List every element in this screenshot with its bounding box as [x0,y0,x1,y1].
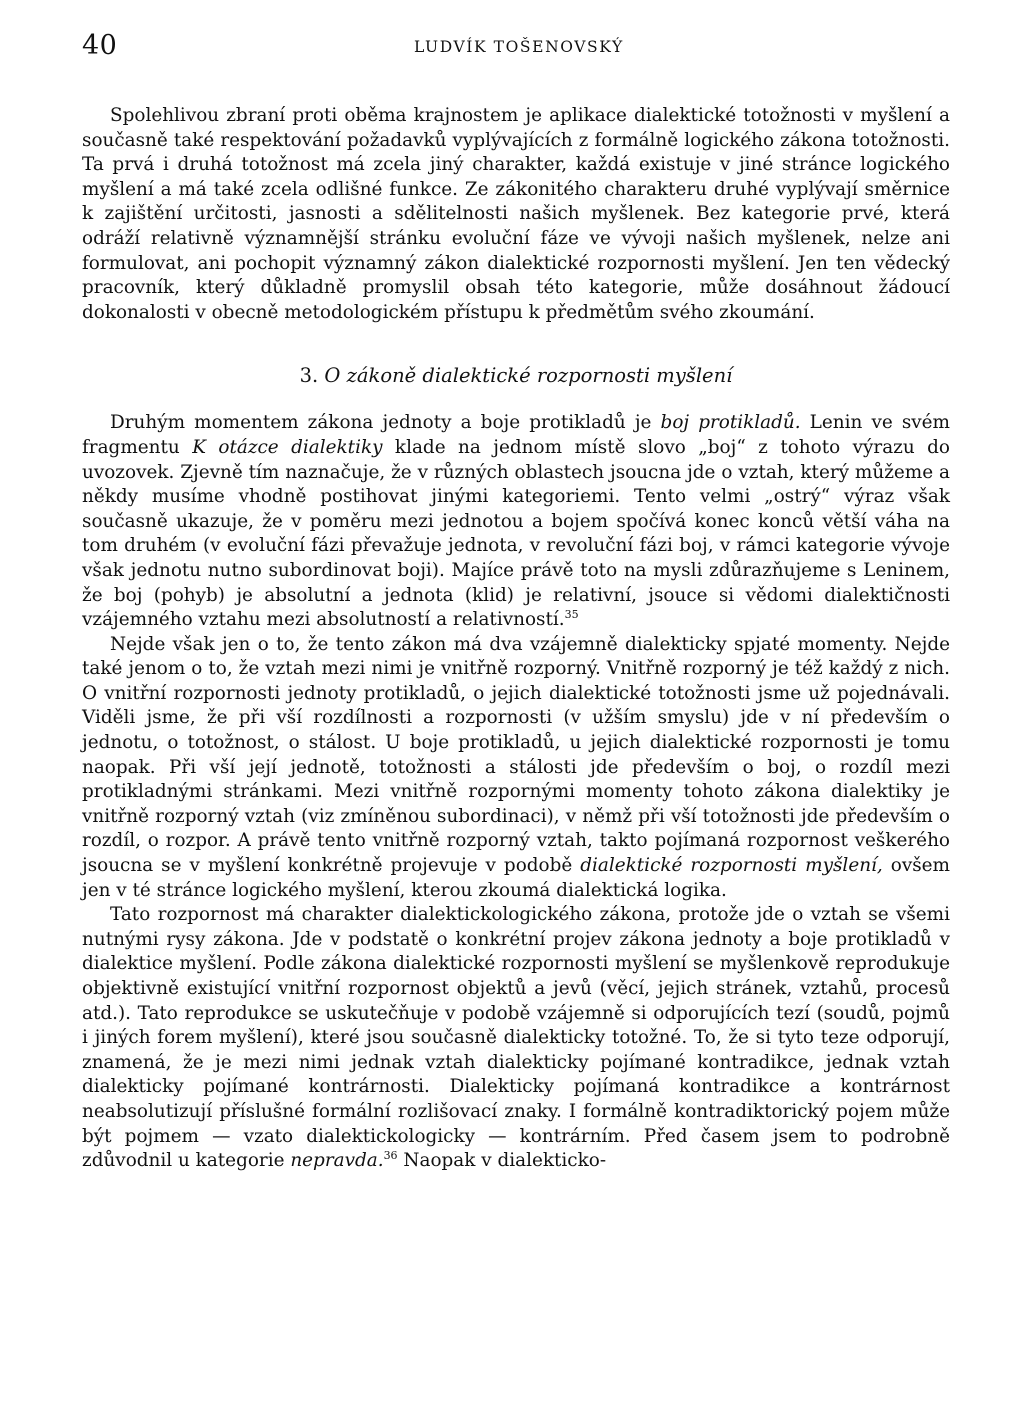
paragraph-2-text-a: Druhým momentem zákona jednoty a boje protikladů je [110,412,661,434]
paragraph-4-text-a: Tato rozpornost má charakter dialektickologického zákona, protože jde o vztah se všemi nutnými rysy zákona. Jde v podstatě o konkrétní projev zákona jednoty a boje protikladů v dialektice myšlení. Podle zákona dialektické rozpornosti myšlení se myšlenkově reprodukuje objektivně existující vnitřní rozpornost objektů a jevů (věcí, jejich stránek, vztahů, procesů atd.). Tato reprodukce se uskutečňuje v podobě vzájemně si odporujících tezí (soudů, pojmů i jiných forem myšlení), které jsou současně dialekticky totožné. To, že si tyto teze odporují, znamená, že je mezi nimi jednak vztah dialekticky pojímané kontradikce, jednak vztah dialekticky pojímané kontrárnosti. Dialekticky pojímaná kontradikce a kontrárnost neabsolutizují příslušné formální rozlišovací znaky. I formálně kontradiktorický pojem může být pojmem — vzato dialektickologicky — kontrárním. Před časem jsem to podrobně zdůvodnil u kategorie [82,904,950,1172]
paragraph-2-emphasis-boj: boj protikladů. [660,412,801,434]
paragraph-2-text-e: klade na jednom místě slovo „boj“ z tohoto výrazu do uvozovek. Zjevně tím naznačuje, že v různých oblastech jsoucna jde o vztah, který můžeme a někdy musíme vhodně postihovat jinými kategoriemi. Tento velmi „ostrý“ výraz však současně ukazuje, že v poměru mezi jednotou a bojem spočívá konec konců větší váha na tom druhém (v evoluční fázi převažuje jednota, v revoluční fázi boj, v rámci kategorie vývoje však jednotu nutno subordinovat boji). Majíce právě toto na mysli zdůrazňujeme s Leninem, že boj (pohyb) je absolutní a jednota (klid) je relativní, jsouce si vědomi dialektičnosti vzájemného vztahu mezi absolutností a relativností. [82,436,950,631]
section-heading [82,363,950,389]
paragraph-2-text-c: Lenin ve svém fragmentu [82,412,950,458]
paragraph-4-emphasis-nepravda: nepravda. [290,1150,384,1172]
footnote-ref-36: 36 [383,1149,398,1163]
paragraph-1: Spolehlivou zbraní proti oběma krajnostem je aplikace dialektické totožnosti v myšlení a současně také respektování požadavků vyplývajících z formálně logického zákona totožnosti. Ta prvá i druhá totožnost má zcela jiný charakter, každá existuje v jiné stránce logického myšlení a má také zcela odlišné funkce. Ze zákonitého charakteru druhé vyplývají směrnice k zajištění určitosti, jasnosti a sdělitelnosti našich myšlenek. Bez kategorie prvé, která odráží relativně významnější stránku evoluční fáze ve vývoji našich myšlenek, nelze ani formulovat, ani pochopit významný zákon dialektické rozpornosti myšlení. Jen ten vědecký pracovník, který důkladně promyslil obsah této kategorie, může dosáhnout žádoucí dokonalosti v obecně metodologickém přístupu k předmětům svého zkoumání. [82,105,950,323]
footnote-ref-35: 35 [564,608,579,622]
body-text [82,104,950,1174]
page-number: 40 [82,30,118,61]
running-head: LUDVÍK TOŠENOVSKÝ [414,38,624,56]
book-page [82,20,950,1174]
paragraph-2 [82,411,950,632]
section-title: O zákoně dialektické rozpornosti myšlení [324,364,733,388]
paragraph-4 [82,903,950,1174]
section-number: 3. [299,364,319,388]
paragraph-2-work-title: K otázce dialektiky [192,436,383,458]
page-header [82,20,950,64]
paragraph-3-text-a: Nejde však jen o to, že tento zákon má dva vzájemně dialekticky spjaté momenty. Nejde také jenom o to, že vztah mezi nimi je vnitřně rozporný. Vnitřně rozporný je též každý z nich. O vnitřní rozpornosti jednoty protikladů, o jejich dialektické totožnosti jsme už pojednávali. Viděli jsme, že při vší rozdílnosti a rozpornosti (v užším smyslu) jde v ní především o jednotu, o totožnost, o stálost. U boje protikladů, u jejich dialektické rozpornosti je tomu naopak. Při vší její jednotě, totožnosti a stálosti jde především o boj, o rozdíl mezi protikladnými stránkami. Mezi vnitřně rozpornými momenty tohoto zákona dialektiky je vnitřně rozporný vztah (viz zmíněnou subordinaci), v němž při vší totožnosti jde především o rozdíl, o rozpor. A právě tento vnitřně rozporný vztah, takto pojímaná rozpornost veškerého jsoucna se v myšlení konkrétně projevuje v podobě [82,633,950,877]
paragraph-4-text-c: Naopak v dialekticko- [397,1150,607,1172]
paragraph-3-emphasis: dialektické rozpornosti myšlení, [580,855,883,877]
paragraph-3 [82,633,950,904]
paragraph-3-text-c: ovšem jen v té stránce logického myšlení, kterou zkoumá dialektická logika. [82,855,950,901]
